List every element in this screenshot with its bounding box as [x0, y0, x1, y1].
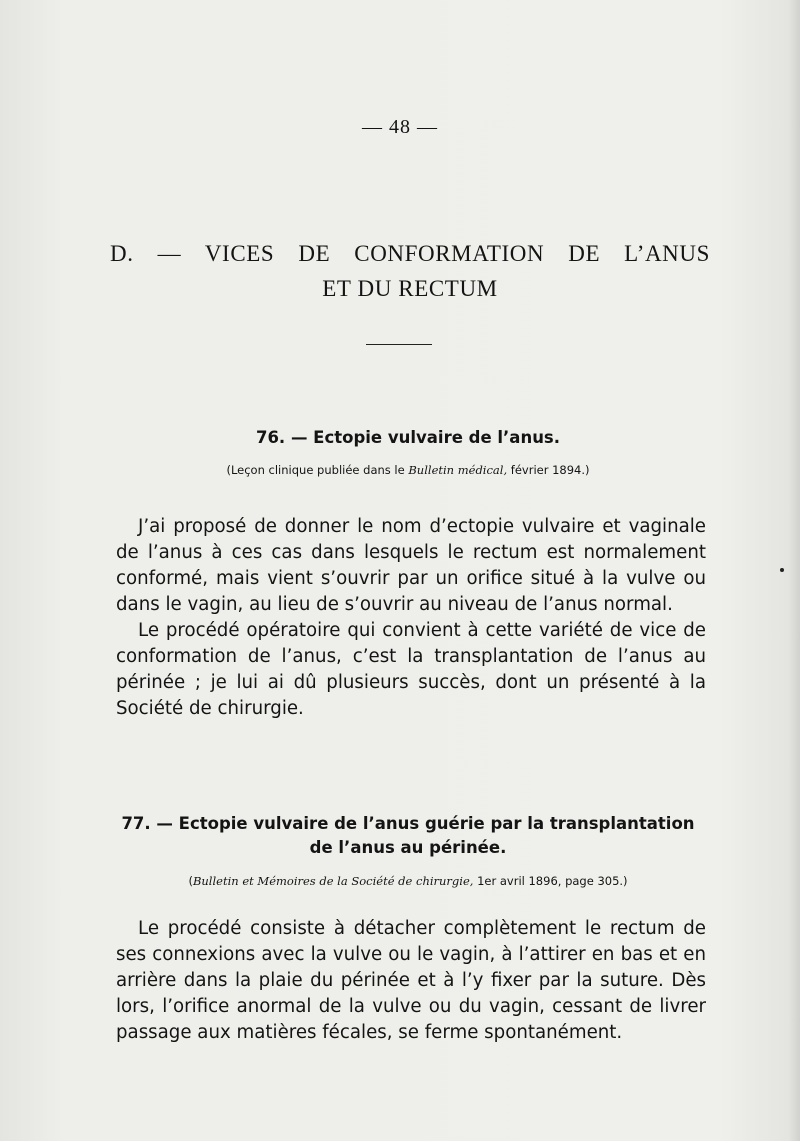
page-number: — 48 — [362, 116, 438, 138]
article-77-paragraph-1: Le procédé consiste à détacher complètement le rectum de ses connexions avec la vulve ou le vagin, à l’attirer en bas et en arrière dans la plaie du périnée et à l’y fixer par la suture. Dès lors, l’orifice anormal de la vulve ou du vagin, cessant de livrer passage aux matières fécales, se ferme spontanément. [116, 918, 706, 1043]
section-divider-rule [366, 344, 432, 345]
section-heading-line1: D. — VICES DE CONFORMATION DE L’ANUS [110, 241, 710, 266]
article-76-source-prefix: (Leçon clinique publiée dans le [226, 463, 409, 477]
margin-dot-mark [780, 568, 784, 572]
article-76-paragraph-2: Le procédé opératoire qui convient à cette variété de vice de conformation de l’anus, c’est la transplantation de l’anus au périnée ; je lui ai dû plusieurs succès, dont un présenté à la Société de chirurgie. [116, 620, 706, 719]
article-77-source-journal: Bulletin et Mémoires de la Société de chirurgie, [192, 874, 474, 888]
article-77-body [116, 916, 706, 1046]
article-76-title: 76. — Ectopie vulvaire de l’anus. [255, 428, 561, 447]
article-77-source-prefix: ( [188, 874, 193, 888]
article-76-body [116, 514, 706, 722]
article-76-paragraph-1: J’ai proposé de donner le nom d’ectopie vulvaire et vaginale de l’anus à ces cas dans lesquels le rectum est normalement conformé, mais vient s’ouvrir par un orifice situé à la vulve ou dans le vagin, au lieu de s’ouvrir au niveau de l’anus normal. [116, 516, 706, 615]
page-edge-shadow [788, 0, 800, 1141]
article-76-source-suffix: février 1894.) [507, 463, 590, 477]
article-77-title: 77. — Ectopie vulvaire de l’anus guérie par la transplantation de l’anus au périnée. [121, 814, 695, 857]
article-76-source-journal: Bulletin médical, [408, 463, 508, 477]
article-77-source [110, 873, 706, 889]
section-heading-line2: ET DU RECTUM [322, 276, 498, 301]
section-heading [110, 236, 710, 306]
article-76-source [110, 462, 706, 478]
article-77-source-suffix: 1er avril 1896, page 305.) [473, 874, 628, 888]
